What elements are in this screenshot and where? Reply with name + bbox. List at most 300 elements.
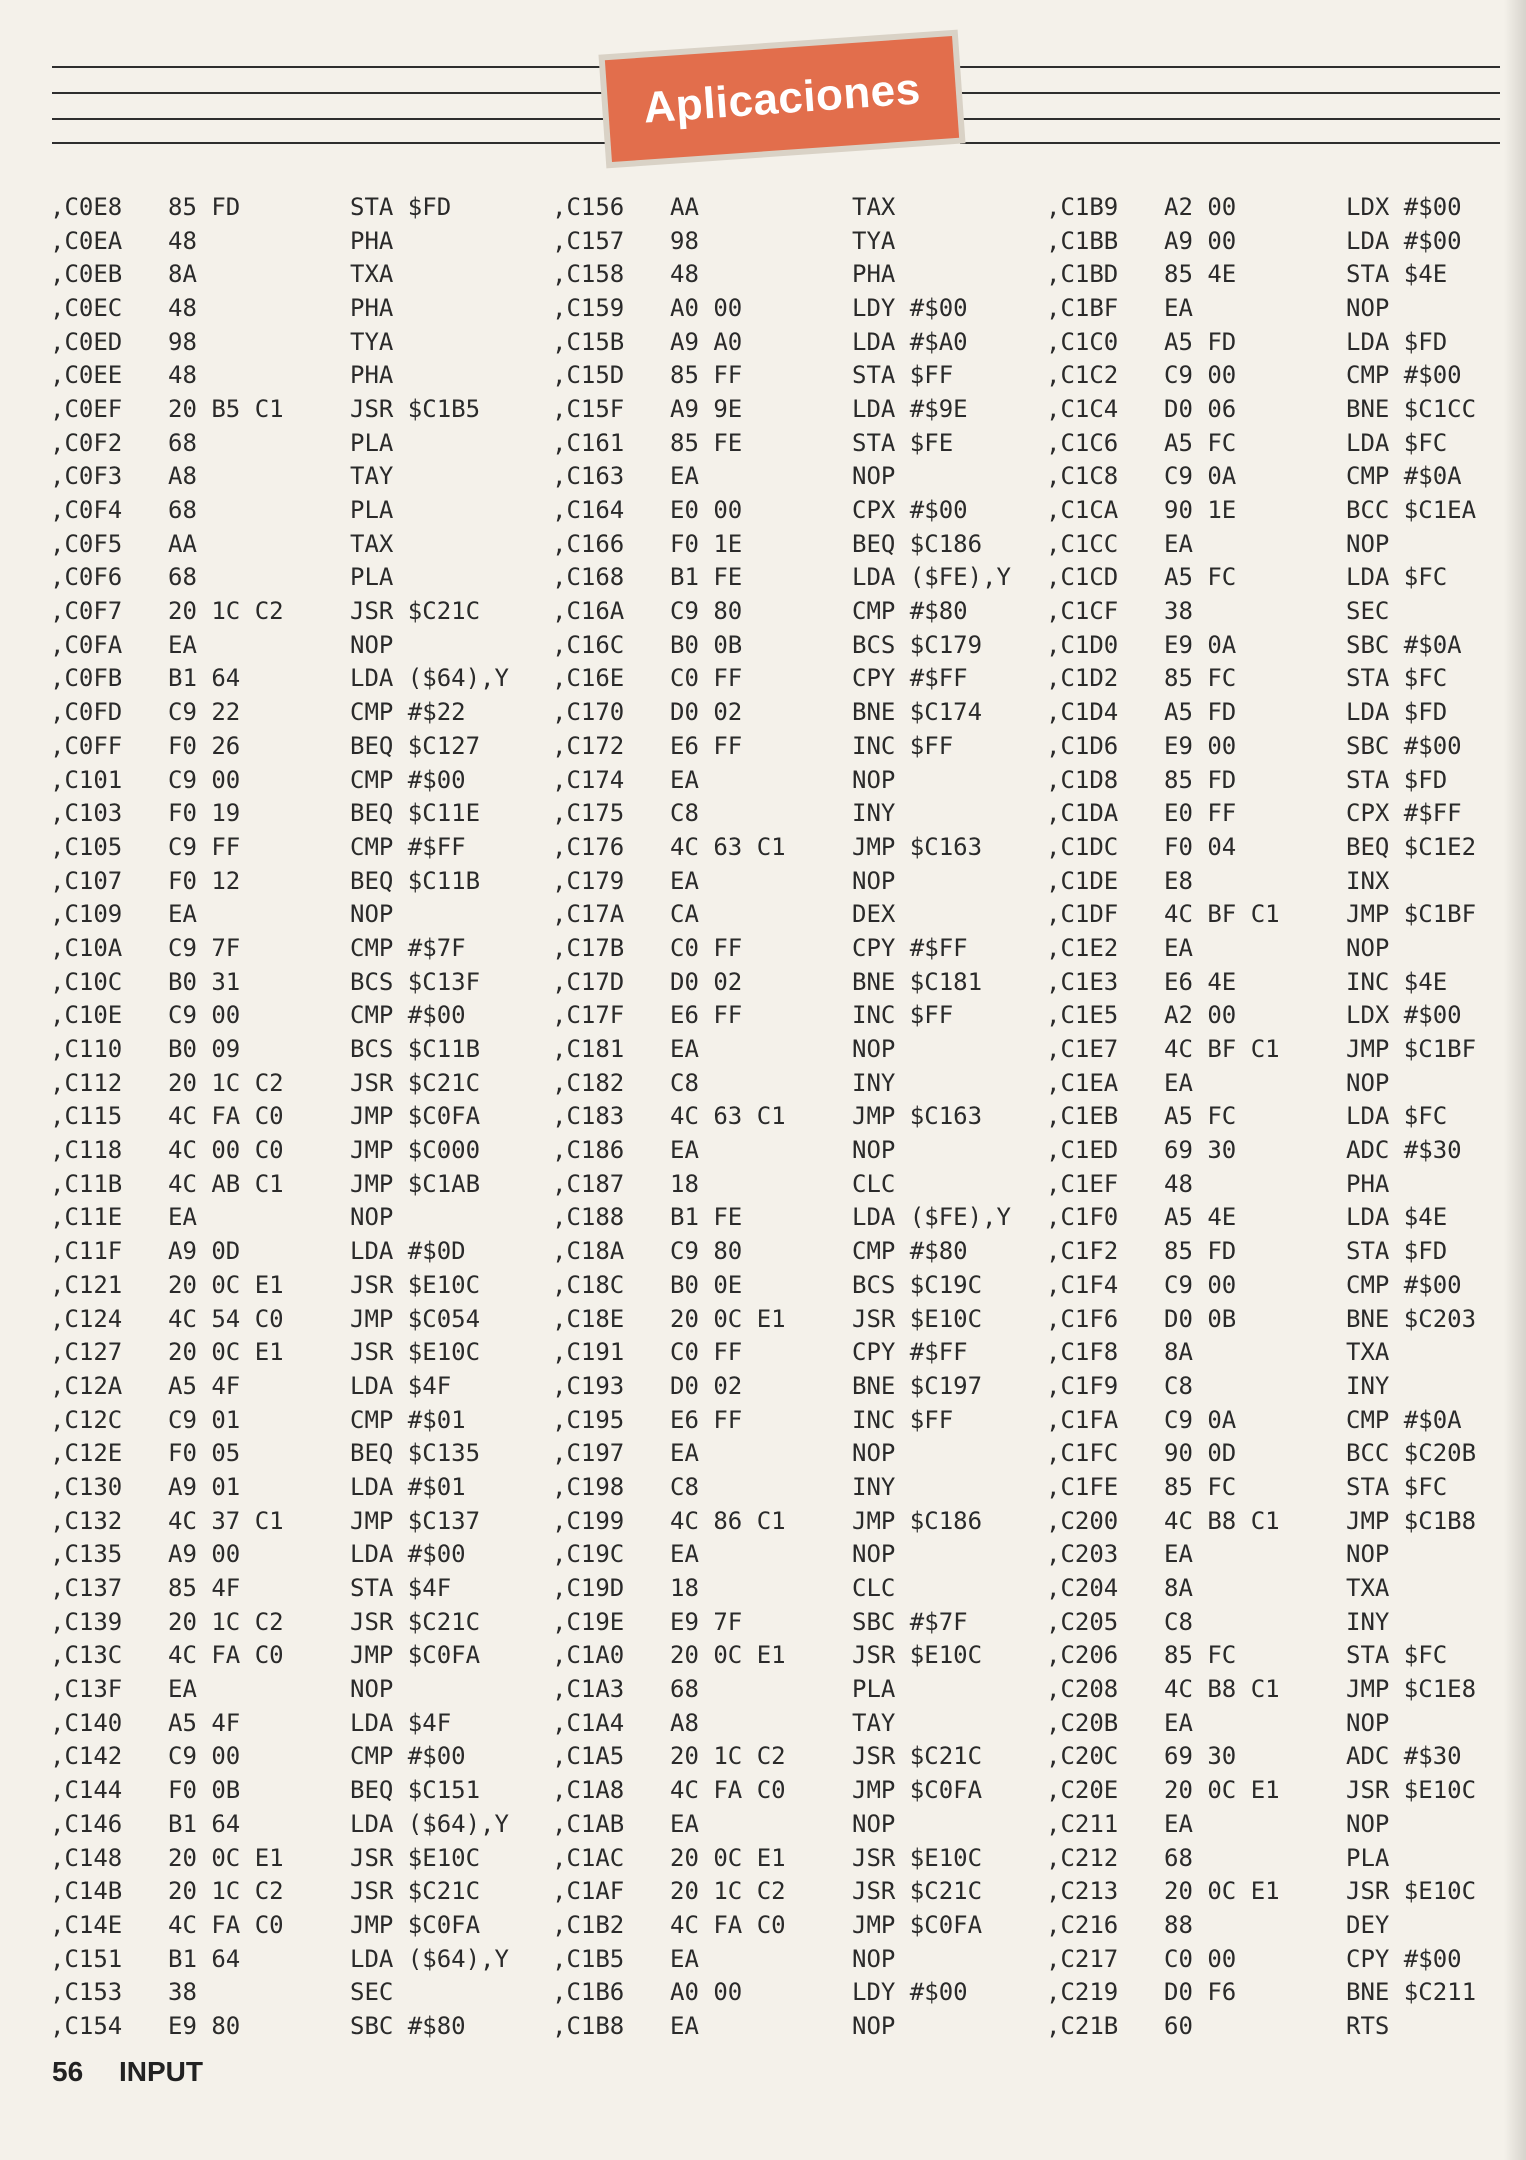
address: ,C1AF: [552, 1877, 625, 1906]
address: ,C12A: [50, 1371, 123, 1400]
listing-row: [1046, 325, 1526, 359]
machine-code: EA: [670, 1540, 699, 1569]
instruction: NOP: [852, 1809, 896, 1838]
address: ,C112: [50, 1068, 123, 1097]
instruction: BEQ $C1E2: [1346, 832, 1477, 861]
instruction: CLC: [852, 1169, 896, 1198]
instruction: BEQ $C127: [350, 731, 481, 760]
address: ,C20C: [1046, 1742, 1119, 1771]
listing-row: [50, 1706, 550, 1740]
listing-row: [50, 1639, 550, 1673]
instruction: JSR $E10C: [350, 1338, 481, 1367]
machine-code: EA: [1164, 293, 1193, 322]
address: ,C137: [50, 1574, 123, 1603]
listing-row: [552, 1369, 1052, 1403]
listing-row: [1046, 1706, 1526, 1740]
listing-row: [1046, 897, 1526, 931]
address: ,C15F: [552, 394, 625, 423]
machine-code: C9 80: [670, 1237, 743, 1266]
address: ,C1DA: [1046, 799, 1119, 828]
instruction: CMP #$80: [852, 1237, 968, 1266]
address: ,C182: [552, 1068, 625, 1097]
instruction: LDX #$00: [1346, 1001, 1462, 1030]
instruction: DEY: [1346, 1910, 1390, 1939]
instruction: CLC: [852, 1574, 896, 1603]
machine-code: 48: [168, 226, 197, 255]
address: ,C17A: [552, 900, 625, 929]
address: ,C17D: [552, 967, 625, 996]
instruction: NOP: [852, 866, 896, 895]
machine-code: 38: [168, 1978, 197, 2007]
listing-row: [1046, 1672, 1526, 1706]
machine-code: C9 0A: [1164, 462, 1237, 491]
address: ,C1A0: [552, 1641, 625, 1670]
listing-row: [50, 594, 550, 628]
machine-code: D0 0B: [1164, 1304, 1237, 1333]
listing-row: [50, 1403, 550, 1437]
instruction: LDA $FD: [1346, 327, 1448, 356]
address: ,C14E: [50, 1910, 123, 1939]
instruction: SEC: [350, 1978, 394, 2007]
machine-code: C8: [670, 1472, 699, 1501]
address: ,C159: [552, 293, 625, 322]
section-label-badge: [605, 36, 959, 162]
instruction: BCC $C1EA: [1346, 496, 1477, 525]
instruction: NOP: [852, 1540, 896, 1569]
machine-code: A5 FD: [1164, 327, 1237, 356]
instruction: JSR $C21C: [350, 1068, 481, 1097]
machine-code: AA: [168, 529, 197, 558]
listing-row: [552, 1201, 1052, 1235]
instruction: CMP #$00: [1346, 361, 1462, 390]
listing-row: [552, 864, 1052, 898]
address: ,C142: [50, 1742, 123, 1771]
listing-row: [552, 965, 1052, 999]
listing-row: [1046, 392, 1526, 426]
instruction: CPY #$00: [1346, 1944, 1462, 1973]
address: ,C197: [552, 1439, 625, 1468]
address: ,C20B: [1046, 1708, 1119, 1737]
machine-code: 4C FA C0: [168, 1102, 284, 1131]
address: ,C172: [552, 731, 625, 760]
listing-row: [552, 224, 1052, 258]
instruction: CPX #$00: [852, 496, 968, 525]
instruction: CMP #$FF: [350, 832, 466, 861]
instruction: NOP: [350, 630, 394, 659]
machine-code: 8A: [1164, 1574, 1193, 1603]
machine-code: C9 00: [1164, 361, 1237, 390]
instruction: NOP: [1346, 1708, 1390, 1737]
instruction: TAY: [350, 462, 394, 491]
address: ,C124: [50, 1304, 123, 1333]
instruction: BEQ $C186: [852, 529, 983, 558]
machine-code: 4C 54 C0: [168, 1304, 284, 1333]
instruction: BCS $C179: [852, 630, 983, 659]
address: ,C0EA: [50, 226, 123, 255]
listing-row: [552, 1436, 1052, 1470]
machine-code: C9 00: [168, 1742, 241, 1771]
address: ,C109: [50, 900, 123, 929]
listing-row: [50, 1167, 550, 1201]
listing-row: [50, 1470, 550, 1504]
address: ,C12C: [50, 1405, 123, 1434]
instruction: JSR $E10C: [1346, 1776, 1477, 1805]
address: ,C19E: [552, 1607, 625, 1636]
listing-row: [552, 426, 1052, 460]
listing-row: [50, 662, 550, 696]
machine-code: 20 0C E1: [670, 1304, 786, 1333]
address: ,C1EB: [1046, 1102, 1119, 1131]
listing-row: [50, 1066, 550, 1100]
machine-code: 4C FA C0: [670, 1910, 786, 1939]
address: ,C199: [552, 1506, 625, 1535]
listing-row: [50, 1032, 550, 1066]
instruction: LDA #$01: [350, 1472, 466, 1501]
instruction: PHA: [1346, 1169, 1390, 1198]
address: ,C1AB: [552, 1809, 625, 1838]
instruction: JMP $C000: [350, 1136, 481, 1165]
address: ,C203: [1046, 1540, 1119, 1569]
listing-row: [50, 864, 550, 898]
machine-code: EA: [670, 866, 699, 895]
address: ,C1F9: [1046, 1371, 1119, 1400]
instruction: STA $FD: [350, 192, 452, 221]
instruction: STA $FD: [1346, 1237, 1448, 1266]
machine-code: D0 02: [670, 698, 743, 727]
address: ,C1A4: [552, 1708, 625, 1737]
instruction: CMP #$7F: [350, 933, 466, 962]
address: ,C0F7: [50, 597, 123, 626]
machine-code: C9 00: [168, 1001, 241, 1030]
instruction: JMP $C0FA: [350, 1910, 481, 1939]
machine-code: C8: [1164, 1607, 1193, 1636]
instruction: TYA: [350, 327, 394, 356]
machine-code: EA: [670, 1944, 699, 1973]
listing-row: [1046, 1066, 1526, 1100]
listing-row: [50, 1302, 550, 1336]
machine-code: 4C 63 C1: [670, 832, 786, 861]
address: ,C0FB: [50, 664, 123, 693]
instruction: CMP #$00: [350, 1742, 466, 1771]
machine-code: B1 FE: [670, 563, 743, 592]
listing-row: [1046, 1403, 1526, 1437]
instruction: STA $FC: [1346, 1641, 1448, 1670]
machine-code: 85 FE: [670, 428, 743, 457]
listing-row: [552, 1706, 1052, 1740]
instruction: PHA: [350, 361, 394, 390]
listing-row: [552, 527, 1052, 561]
machine-code: B0 0B: [670, 630, 743, 659]
instruction: LDA $4F: [350, 1371, 452, 1400]
address: ,C127: [50, 1338, 123, 1367]
listing-row: [50, 1201, 550, 1235]
address: ,C1A3: [552, 1675, 625, 1704]
listing-row: [50, 1605, 550, 1639]
machine-code: 20 0C E1: [1164, 1877, 1280, 1906]
address: ,C144: [50, 1776, 123, 1805]
listing-row: [50, 796, 550, 830]
listing-row: [1046, 1571, 1526, 1605]
listing-row: [552, 1133, 1052, 1167]
machine-code: F0 1E: [670, 529, 743, 558]
listing-row: [50, 1773, 550, 1807]
machine-code: 20 1C C2: [670, 1742, 786, 1771]
machine-code: C9 01: [168, 1405, 241, 1434]
instruction: INC $4E: [1346, 967, 1448, 996]
machine-code: E0 00: [670, 496, 743, 525]
instruction: INY: [852, 1068, 896, 1097]
machine-code: C9 FF: [168, 832, 241, 861]
address: ,C139: [50, 1607, 123, 1636]
instruction: JMP $C186: [852, 1506, 983, 1535]
instruction: JSR $C21C: [350, 1877, 481, 1906]
address: ,C208: [1046, 1675, 1119, 1704]
machine-code: 20 0C E1: [670, 1843, 786, 1872]
listing-row: [50, 1874, 550, 1908]
address: ,C205: [1046, 1607, 1119, 1636]
address: ,C1F6: [1046, 1304, 1119, 1333]
listing-row: [1046, 1605, 1526, 1639]
listing-row: [50, 1807, 550, 1841]
machine-code: 4C FA C0: [168, 1910, 284, 1939]
listing-row: [552, 931, 1052, 965]
address: ,C18A: [552, 1237, 625, 1266]
instruction: NOP: [350, 900, 394, 929]
machine-code: 98: [168, 327, 197, 356]
instruction: INY: [852, 1472, 896, 1501]
listing-row: [552, 628, 1052, 662]
machine-code: 20 1C C2: [670, 1877, 786, 1906]
listing-row: [50, 257, 550, 291]
address: ,C1CA: [1046, 496, 1119, 525]
machine-code: 4C BF C1: [1164, 900, 1280, 929]
machine-code: EA: [670, 462, 699, 491]
machine-code: EA: [1164, 1708, 1193, 1737]
machine-code: E9 7F: [670, 1607, 743, 1636]
machine-code: 8A: [168, 260, 197, 289]
machine-code: C9 00: [168, 765, 241, 794]
listing-row: [552, 796, 1052, 830]
machine-code: C0 FF: [670, 1338, 743, 1367]
address: ,C1A5: [552, 1742, 625, 1771]
address: ,C1C2: [1046, 361, 1119, 390]
machine-code: 68: [1164, 1843, 1193, 1872]
instruction: JMP $C1AB: [350, 1169, 481, 1198]
address: ,C170: [552, 698, 625, 727]
address: ,C21B: [1046, 2011, 1119, 2040]
address: ,C1B6: [552, 1978, 625, 2007]
address: ,C174: [552, 765, 625, 794]
listing-row: [552, 1504, 1052, 1538]
listing-row: [1046, 999, 1526, 1033]
machine-code: 18: [670, 1169, 699, 1198]
instruction: NOP: [1346, 933, 1390, 962]
instruction: CMP #$80: [852, 597, 968, 626]
address: ,C0EB: [50, 260, 123, 289]
listing-row: [50, 628, 550, 662]
machine-code: F0 04: [1164, 832, 1237, 861]
address: ,C0E8: [50, 192, 123, 221]
instruction: CPX #$FF: [1346, 799, 1462, 828]
machine-code: EA: [1164, 1068, 1193, 1097]
machine-code: 20 1C C2: [168, 1068, 284, 1097]
address: ,C15B: [552, 327, 625, 356]
address: ,C1F0: [1046, 1203, 1119, 1232]
machine-code: B1 FE: [670, 1203, 743, 1232]
machine-code: A5 FC: [1164, 563, 1237, 592]
address: ,C132: [50, 1506, 123, 1535]
listing-row: [1046, 830, 1526, 864]
instruction: BEQ $C11B: [350, 866, 481, 895]
instruction: INC $FF: [852, 731, 954, 760]
instruction: JMP $C0FA: [852, 1910, 983, 1939]
address: ,C0FA: [50, 630, 123, 659]
address: ,C175: [552, 799, 625, 828]
instruction: LDY #$00: [852, 293, 968, 322]
machine-code: EA: [168, 900, 197, 929]
machine-code: 20 0C E1: [168, 1270, 284, 1299]
machine-code: A9 01: [168, 1472, 241, 1501]
machine-code: AA: [670, 192, 699, 221]
address: ,C130: [50, 1472, 123, 1501]
address: ,C19C: [552, 1540, 625, 1569]
instruction: CMP #$00: [1346, 1270, 1462, 1299]
machine-code: 20 B5 C1: [168, 394, 284, 423]
address: ,C1C8: [1046, 462, 1119, 491]
instruction: JSR $E10C: [1346, 1877, 1477, 1906]
machine-code: B1 64: [168, 1944, 241, 1973]
address: ,C188: [552, 1203, 625, 1232]
listing-row: [552, 1538, 1052, 1572]
instruction: BNE $C1CC: [1346, 394, 1477, 423]
listing-row: [552, 2009, 1052, 2043]
instruction: TXA: [350, 260, 394, 289]
machine-code: 85 FC: [1164, 664, 1237, 693]
machine-code: D0 F6: [1164, 1978, 1237, 2007]
instruction: SBC #$0A: [1346, 630, 1462, 659]
address: ,C0F3: [50, 462, 123, 491]
address: ,C163: [552, 462, 625, 491]
listing-row: [1046, 1470, 1526, 1504]
instruction: JSR $C21C: [350, 597, 481, 626]
machine-code: E6 FF: [670, 1001, 743, 1030]
instruction: NOP: [1346, 1540, 1390, 1569]
listing-row: [50, 1942, 550, 1976]
machine-code: 85 FF: [670, 361, 743, 390]
address: ,C0FF: [50, 731, 123, 760]
instruction: JSR $E10C: [350, 1270, 481, 1299]
address: ,C0EE: [50, 361, 123, 390]
machine-code: D0 02: [670, 1371, 743, 1400]
address: ,C151: [50, 1944, 123, 1973]
listing-row: [552, 1639, 1052, 1673]
listing-row: [552, 1942, 1052, 1976]
machine-code: 85 4E: [1164, 260, 1237, 289]
listing-row: [50, 1234, 550, 1268]
address: ,C16C: [552, 630, 625, 659]
machine-code: C0 00: [1164, 1944, 1237, 1973]
listing-row: [50, 1504, 550, 1538]
listing-row: [1046, 1201, 1526, 1235]
machine-code: C9 00: [1164, 1270, 1237, 1299]
machine-code: C9 80: [670, 597, 743, 626]
machine-code: A2 00: [1164, 1001, 1237, 1030]
machine-code: 4C 86 C1: [670, 1506, 786, 1535]
instruction: LDA #$A0: [852, 327, 968, 356]
listing-row: [50, 2009, 550, 2043]
machine-code: 4C B8 C1: [1164, 1675, 1280, 1704]
listing-row: [50, 999, 550, 1033]
instruction: NOP: [852, 765, 896, 794]
listing-row: [1046, 1908, 1526, 1942]
address: ,C161: [552, 428, 625, 457]
listing-row: [50, 897, 550, 931]
machine-code: 4C 00 C0: [168, 1136, 284, 1165]
listing-row: [1046, 291, 1526, 325]
listing-row: [1046, 1874, 1526, 1908]
instruction: BCS $C19C: [852, 1270, 983, 1299]
address: ,C103: [50, 799, 123, 828]
listing-row: [552, 1874, 1052, 1908]
instruction: JMP $C1BF: [1346, 1035, 1477, 1064]
machine-code: EA: [168, 1203, 197, 1232]
machine-code: EA: [1164, 933, 1193, 962]
machine-code: EA: [168, 630, 197, 659]
address: ,C158: [552, 260, 625, 289]
machine-code: B1 64: [168, 1809, 241, 1838]
listing-row: [552, 1066, 1052, 1100]
instruction: JSR $C21C: [852, 1877, 983, 1906]
instruction: NOP: [852, 2011, 896, 2040]
listing-row: [552, 662, 1052, 696]
address: ,C1EF: [1046, 1169, 1119, 1198]
listing-row: [1046, 729, 1526, 763]
listing-row: [1046, 1369, 1526, 1403]
address: ,C1CF: [1046, 597, 1119, 626]
listing-row: [50, 1841, 550, 1875]
address: ,C191: [552, 1338, 625, 1367]
machine-code: E9 00: [1164, 731, 1237, 760]
instruction: LDA $FC: [1346, 1102, 1448, 1131]
instruction: SBC #$7F: [852, 1607, 968, 1636]
listing-row: [552, 1167, 1052, 1201]
instruction: TAX: [852, 192, 896, 221]
address: ,C1B2: [552, 1910, 625, 1939]
address: ,C212: [1046, 1843, 1119, 1872]
machine-code: EA: [1164, 529, 1193, 558]
listing-row: [552, 460, 1052, 494]
machine-code: 20 1C C2: [168, 1607, 284, 1636]
address: ,C18C: [552, 1270, 625, 1299]
listing-row: [552, 1302, 1052, 1336]
instruction: INY: [1346, 1371, 1390, 1400]
listing-row: [50, 1436, 550, 1470]
instruction: BNE $C211: [1346, 1978, 1477, 2007]
machine-code: EA: [168, 1675, 197, 1704]
machine-code: 4C AB C1: [168, 1169, 284, 1198]
machine-code: 8A: [1164, 1338, 1193, 1367]
instruction: CPY #$FF: [852, 664, 968, 693]
address: ,C206: [1046, 1641, 1119, 1670]
instruction: ADC #$30: [1346, 1136, 1462, 1165]
instruction: LDX #$00: [1346, 192, 1462, 221]
listing-row: [1046, 460, 1526, 494]
address: ,C1D6: [1046, 731, 1119, 760]
address: ,C1BF: [1046, 293, 1119, 322]
address: ,C107: [50, 866, 123, 895]
instruction: LDA ($FE),Y: [852, 1203, 1011, 1232]
machine-code: 20 0C E1: [670, 1641, 786, 1670]
